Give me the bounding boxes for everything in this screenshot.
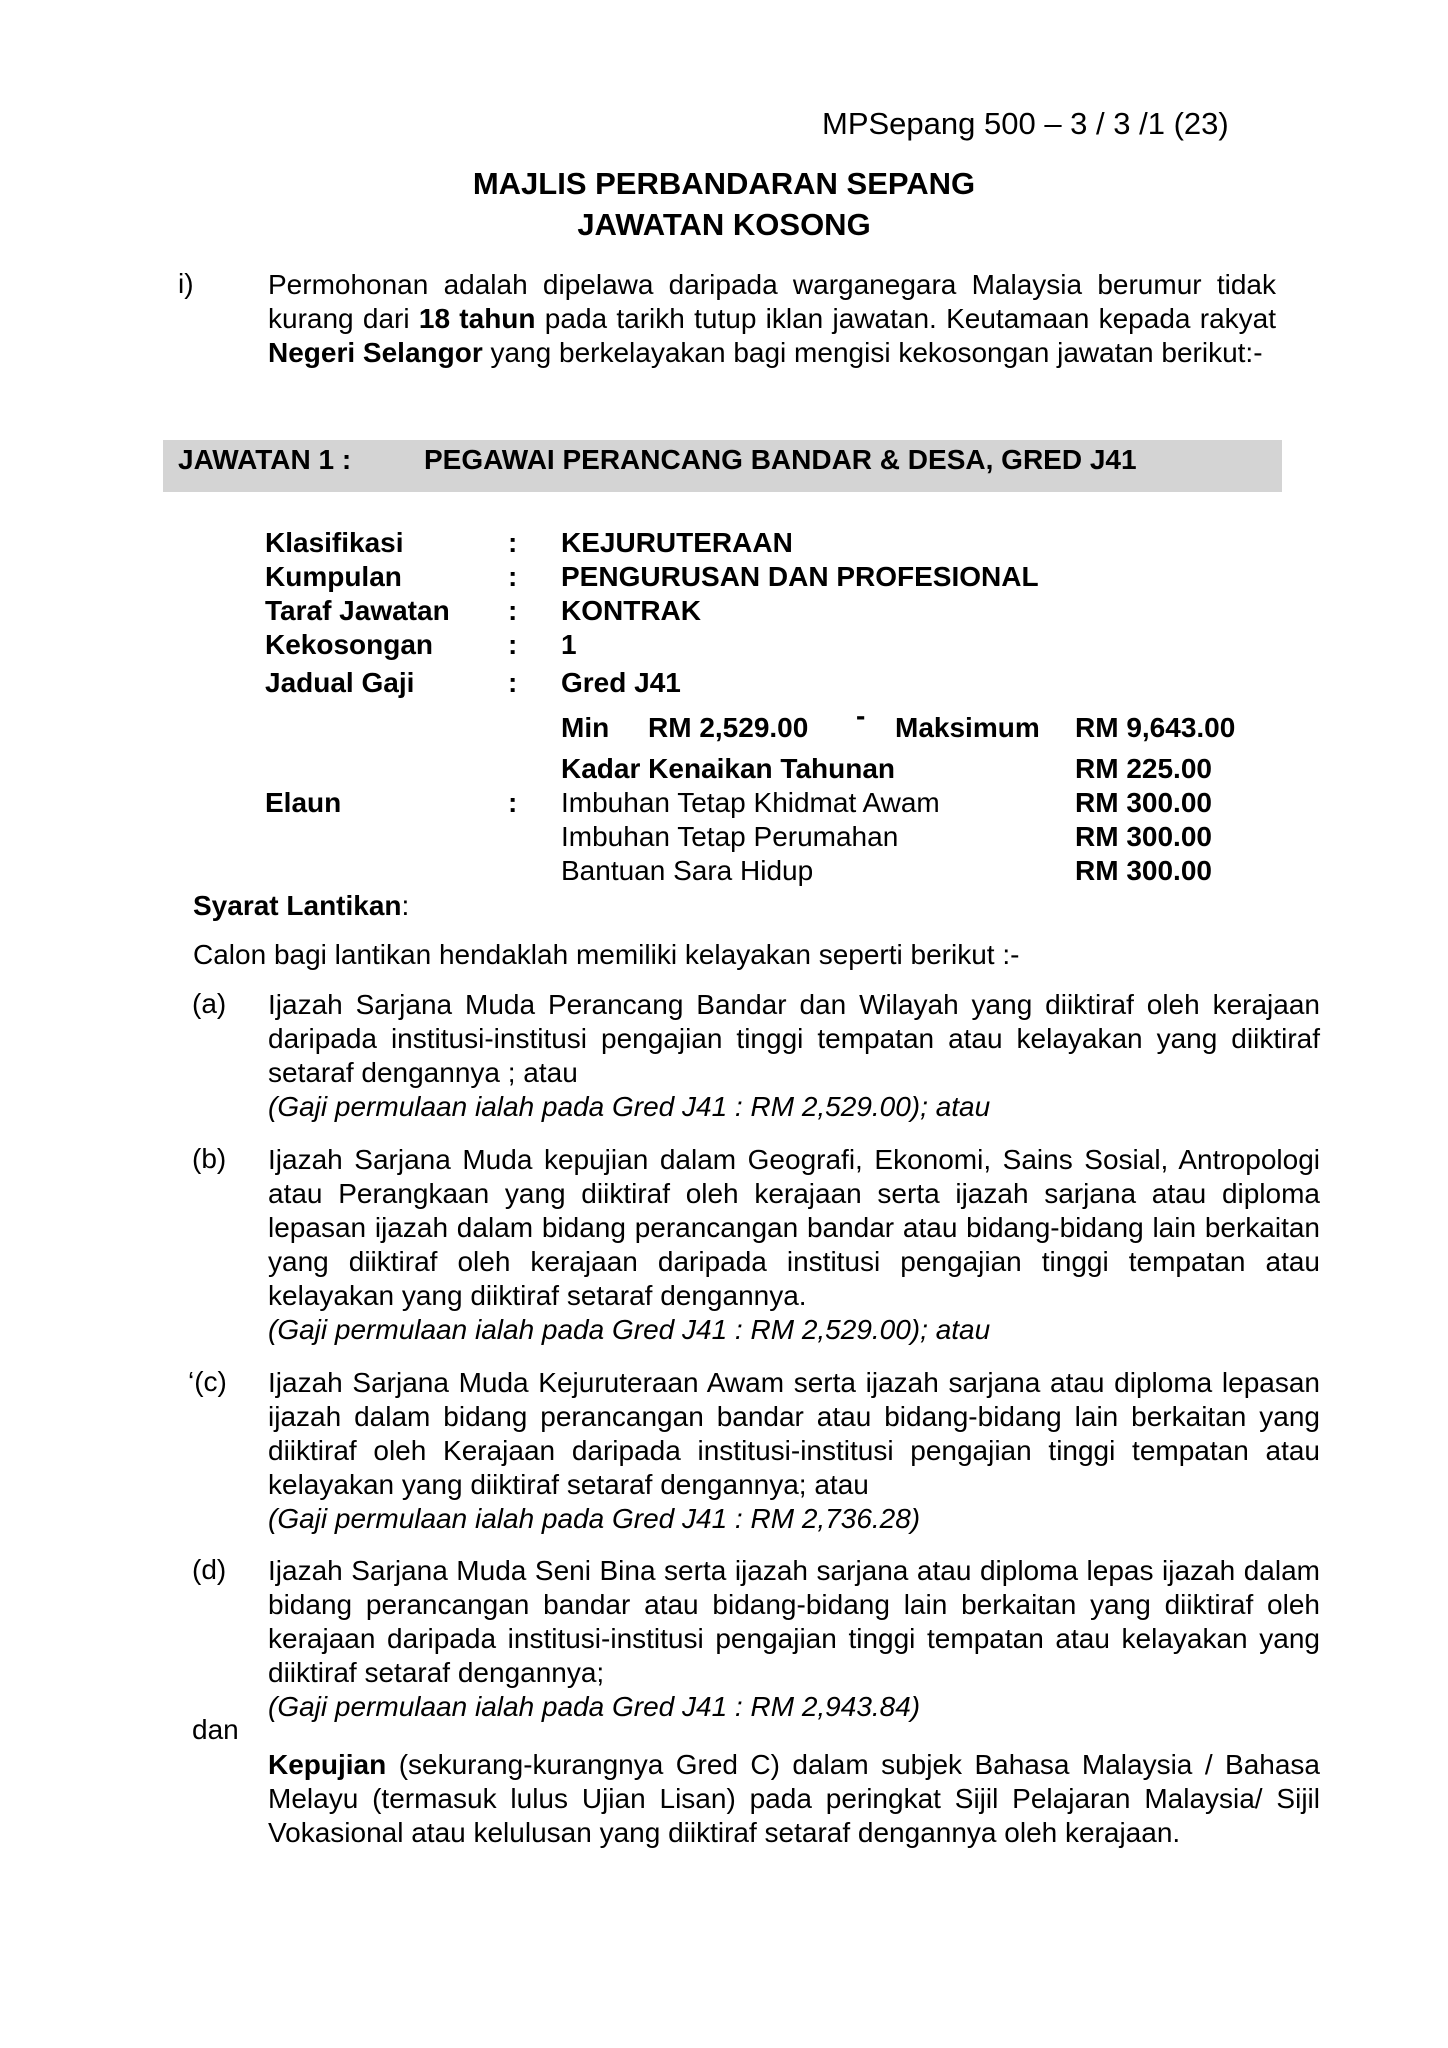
annual-increment-label: Kadar Kenaikan Tahunan — [561, 753, 896, 784]
syarat-intro: Calon bagi lantikan hendaklah memiliki kelayakan seperti berikut :- — [193, 939, 1020, 970]
item-salary-note: (Gaji permulaan ialah pada Gred J41 : RM 2,943.84) — [268, 1691, 921, 1722]
taraf-jawatan-value: KONTRAK — [561, 595, 701, 626]
kekosongan-label: Kekosongan — [265, 629, 434, 660]
intro-text-2: pada tarikh tutup iklan jawatan. Keutamaan kepada rakyat — [544, 303, 1276, 334]
reference-number: MPSepang 500 – 3 / 3 /1 (23) — [822, 106, 1229, 141]
syarat-heading-text: Syarat Lantikan — [193, 890, 402, 921]
kekosongan-value: 1 — [561, 629, 577, 660]
kumpulan-value: PENGURUSAN DAN PROFESIONAL — [561, 561, 1039, 592]
klasifikasi-colon: : — [508, 527, 518, 558]
salary-range-dash: - — [856, 700, 866, 731]
item-text: Ijazah Sarjana Muda Seni Bina serta ijazah sarjana atau diploma lepas ijazah dalam bidang perancangan bandar atau bidang-bidang lain berkaitan yang diiktiraf oleh kerajaan daripada institusi-institusi pengajian tinggi tempatan atau kelayakan yang diiktiraf setaraf dengannya; — [268, 1555, 1320, 1688]
conjunction-dan: dan — [192, 1714, 239, 1745]
jadual-gaji-label: Jadual Gaji — [265, 667, 415, 698]
kumpulan-label: Kumpulan — [265, 561, 402, 592]
item-salary-note: (Gaji permulaan ialah pada Gred J41 : RM 2,736.28) — [268, 1503, 921, 1534]
kepujian-paragraph — [268, 1748, 1320, 1850]
qualification-item-d — [268, 1554, 1320, 1724]
allowance-name: Imbuhan Tetap Khidmat Awam — [561, 787, 940, 818]
taraf-jawatan-label: Taraf Jawatan — [265, 595, 450, 626]
intro-age: 18 tahun — [418, 303, 536, 334]
item-text: Ijazah Sarjana Muda Kejuruteraan Awam serta ijazah sarjana atau diploma lepasan ijazah dalam bidang perancangan bandar atau bidang-bidang lain berkaitan yang diiktiraf oleh Kerajaan daripada institusi-institusi pengajian tinggi tempatan atau kelayakan yang diiktiraf setaraf dengannya; atau — [268, 1367, 1320, 1500]
post-number-label: JAWATAN 1 : — [178, 444, 352, 475]
allowance-name: Bantuan Sara Hidup — [561, 855, 814, 886]
min-salary-value: RM 2,529.00 — [648, 712, 809, 743]
qualification-item-b — [268, 1143, 1320, 1347]
item-letter-a: (a) — [192, 988, 227, 1019]
item-salary-note: (Gaji permulaan ialah pada Gred J41 : RM 2,529.00); atau — [268, 1091, 991, 1122]
kumpulan-colon: : — [508, 561, 518, 592]
qualification-item-c — [268, 1366, 1320, 1536]
kepujian-text: (sekurang-kurangnya Gred C) dalam subjek Bahasa Malaysia / Bahasa Melayu (termasuk lulus Ujian Lisan) pada peringkat Sijil Pelajaran Malaysia/ Sijil Vokasional atau kelulusan yang diiktiraf setaraf dengannya oleh kerajaan. — [268, 1749, 1321, 1848]
kekosongan-colon: : — [508, 629, 518, 660]
kepujian-bold: Kepujian — [268, 1749, 387, 1780]
annual-increment-value: RM 225.00 — [1075, 753, 1212, 784]
max-salary-value: RM 9,643.00 — [1075, 712, 1236, 743]
klasifikasi-value: KEJURUTERAAN — [561, 527, 793, 558]
min-salary-label: Min — [561, 712, 610, 743]
item-salary-note: (Gaji permulaan ialah pada Gred J41 : RM 2,529.00); atau — [268, 1314, 991, 1345]
allowance-value: RM 300.00 — [1075, 855, 1212, 886]
allowance-value: RM 300.00 — [1075, 787, 1212, 818]
item-text: Ijazah Sarjana Muda Perancang Bandar dan Wilayah yang diiktiraf oleh kerajaan daripada institusi-institusi pengajian tinggi tempatan atau kelayakan yang diiktiraf setaraf dengannya ; atau — [268, 989, 1320, 1088]
allowance-name: Imbuhan Tetap Perumahan — [561, 821, 899, 852]
page-title: MAJLIS PERBANDARAN SEPANG — [472, 166, 976, 201]
intro-text-1: Permohonan adalah dipelawa daripada warganegara Malaysia berumur tidak kurang dari — [268, 269, 1276, 334]
qualification-item-a — [268, 988, 1320, 1124]
syarat-heading — [193, 890, 409, 922]
item-text: Ijazah Sarjana Muda kepujian dalam Geografi, Ekonomi, Sains Sosial, Antropologi atau Perangkaan yang diiktiraf oleh kerajaan serta ijazah sarjana atau diploma lepasan ijazah dalam bidang perancangan bandar atau bidang-bidang lain berkaitan yang diiktiraf oleh kerajaan daripada institusi pengajian tinggi tempatan atau kelayakan yang diiktiraf setaraf dengannya. — [268, 1144, 1320, 1311]
intro-text-3: yang berkelayakan bagi mengisi kekosongan jawatan berikut:- — [490, 337, 1263, 368]
elaun-label: Elaun — [265, 787, 342, 818]
intro-number: i) — [178, 268, 194, 299]
klasifikasi-label: Klasifikasi — [265, 527, 404, 558]
jadual-gaji-colon: : — [508, 667, 518, 698]
jadual-gaji-value: Gred J41 — [561, 667, 681, 698]
item-letter-b: (b) — [192, 1143, 227, 1174]
elaun-colon: : — [508, 787, 518, 818]
page-subtitle: JAWATAN KOSONG — [577, 207, 871, 242]
syarat-heading-colon: : — [401, 890, 410, 921]
max-salary-label: Maksimum — [895, 712, 1040, 743]
item-letter-c: ‘(c) — [188, 1366, 227, 1397]
intro-paragraph — [268, 268, 1276, 370]
post-title: PEGAWAI PERANCANG BANDAR & DESA, GRED J41 — [424, 444, 1137, 475]
item-letter-d: (d) — [192, 1554, 227, 1585]
allowance-value: RM 300.00 — [1075, 821, 1212, 852]
taraf-jawatan-colon: : — [508, 595, 518, 626]
intro-state: Negeri Selangor — [268, 337, 483, 368]
